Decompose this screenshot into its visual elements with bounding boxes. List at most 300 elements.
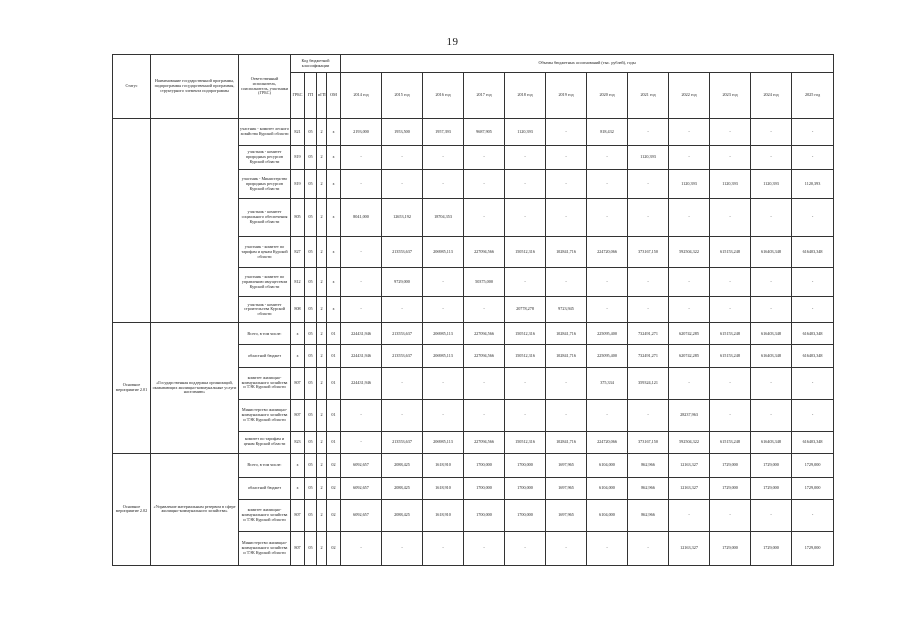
- code-cell: 821: [291, 119, 305, 146]
- amount-cell: 206985,113: [423, 237, 464, 268]
- amount-cell: 615153,248: [710, 237, 751, 268]
- amount-cell: -: [382, 297, 423, 323]
- code-cell: 812: [291, 268, 305, 297]
- header-responsible: Ответственный исполнитель, соисполнитель, участники (ГРБС): [239, 55, 291, 119]
- program-name-cell: «Государственная поддержка организаций, оказывающих жилищно-коммунальные услуги населению»: [151, 323, 239, 453]
- amount-cell: -: [628, 199, 669, 237]
- amount-cell: -: [587, 268, 628, 297]
- code-cell: 01: [327, 367, 341, 399]
- code-cell: х: [327, 146, 341, 170]
- amount-cell: -: [546, 170, 587, 199]
- code-cell: 2: [317, 297, 327, 323]
- amount-cell: 150512,316: [505, 431, 546, 453]
- code-cell: 2: [317, 268, 327, 297]
- amount-cell: -: [505, 531, 546, 565]
- amount-cell: -: [792, 119, 834, 146]
- amount-cell: 1700,000: [505, 477, 546, 499]
- amount-cell: -: [546, 199, 587, 237]
- code-cell: 807: [291, 531, 305, 565]
- amount-cell: 1120,393: [710, 170, 751, 199]
- amount-cell: 224431,946: [341, 345, 382, 367]
- amount-cell: 1729,000: [751, 453, 792, 477]
- header-year: 2017 год: [464, 73, 505, 119]
- header-year: 2015 год: [382, 73, 423, 119]
- amount-cell: -: [341, 297, 382, 323]
- code-cell: х: [327, 119, 341, 146]
- amount-cell: 862,966: [628, 453, 669, 477]
- amount-cell: -: [546, 146, 587, 170]
- code-cell: 05: [305, 345, 317, 367]
- amount-cell: 1618,910: [423, 477, 464, 499]
- amount-cell: -: [464, 170, 505, 199]
- amount-cell: -: [505, 399, 546, 431]
- amount-cell: 102841,716: [546, 237, 587, 268]
- amount-cell: 732491,271: [628, 323, 669, 345]
- amount-cell: 9729,000: [382, 268, 423, 297]
- code-cell: 805: [291, 199, 305, 237]
- amount-cell: -: [628, 170, 669, 199]
- amount-cell: -: [751, 399, 792, 431]
- amount-cell: -: [464, 531, 505, 565]
- amount-cell: -: [382, 399, 423, 431]
- amount-cell: 1729,000: [710, 477, 751, 499]
- amount-cell: -: [423, 170, 464, 199]
- amount-cell: 150512,316: [505, 345, 546, 367]
- amount-cell: -: [792, 297, 834, 323]
- amount-cell: -: [587, 531, 628, 565]
- amount-cell: 1618,910: [423, 453, 464, 477]
- amount-cell: -: [341, 237, 382, 268]
- code-cell: 2: [317, 367, 327, 399]
- amount-cell: 227094,566: [464, 345, 505, 367]
- amount-cell: -: [628, 531, 669, 565]
- amount-cell: 592504,322: [669, 431, 710, 453]
- amount-cell: -: [423, 268, 464, 297]
- header-year: 2014 год: [341, 73, 382, 119]
- code-cell: 807: [291, 367, 305, 399]
- amount-cell: -: [792, 367, 834, 399]
- amount-cell: 616403,348: [792, 237, 834, 268]
- amount-cell: -: [341, 399, 382, 431]
- amount-cell: -: [341, 531, 382, 565]
- code-cell: 2: [317, 399, 327, 431]
- amount-cell: -: [464, 399, 505, 431]
- code-cell: 2: [317, 146, 327, 170]
- amount-cell: -: [505, 367, 546, 399]
- amount-cell: 227094,566: [464, 431, 505, 453]
- header-year: 2024 год: [751, 73, 792, 119]
- header-volumes: Объемы бюджетных ассигнований (тыс. рублей), годы: [341, 55, 834, 73]
- amount-cell: 375,334: [587, 367, 628, 399]
- code-cell: 2: [317, 499, 327, 531]
- amount-cell: 1120,393: [792, 170, 834, 199]
- code-cell: 05: [305, 431, 317, 453]
- amount-cell: -: [751, 199, 792, 237]
- amount-cell: -: [710, 146, 751, 170]
- header-code-gp: ГП: [305, 73, 317, 119]
- code-cell: 05: [305, 119, 317, 146]
- responsible-cell: Всего, в том числе:: [239, 323, 291, 345]
- amount-cell: 373167,150: [628, 237, 669, 268]
- header-year: 2023 год: [710, 73, 751, 119]
- code-cell: 2: [317, 431, 327, 453]
- code-cell: 01: [327, 345, 341, 367]
- responsible-cell: комитет жилищно-коммунального хозяйства и ТЭК Курской области: [239, 367, 291, 399]
- amount-cell: -: [792, 499, 834, 531]
- amount-cell: -: [710, 268, 751, 297]
- amount-cell: -: [546, 268, 587, 297]
- amount-cell: 616403,348: [751, 345, 792, 367]
- amount-cell: 1120,393: [628, 146, 669, 170]
- amount-cell: -: [423, 399, 464, 431]
- amount-cell: -: [587, 297, 628, 323]
- code-cell: 05: [305, 237, 317, 268]
- header-year: 2020 год: [587, 73, 628, 119]
- amount-cell: -: [464, 297, 505, 323]
- amount-cell: 616403,348: [792, 345, 834, 367]
- code-cell: х: [327, 237, 341, 268]
- code-cell: 2: [317, 453, 327, 477]
- amount-cell: 1618,910: [423, 499, 464, 531]
- responsible-cell: участник - Министерство природных ресурсов Курской области: [239, 170, 291, 199]
- amount-cell: 1120,393: [669, 170, 710, 199]
- amount-cell: -: [710, 199, 751, 237]
- header-year: 2021 год: [628, 73, 669, 119]
- amount-cell: 1700,000: [505, 453, 546, 477]
- amount-cell: -: [423, 531, 464, 565]
- amount-cell: 615153,248: [710, 323, 751, 345]
- amount-cell: -: [382, 146, 423, 170]
- code-cell: х: [291, 345, 305, 367]
- amount-cell: 6092,657: [341, 477, 382, 499]
- amount-cell: 1700,000: [505, 499, 546, 531]
- amount-cell: 2088,425: [382, 453, 423, 477]
- code-cell: х: [291, 477, 305, 499]
- amount-cell: -: [669, 119, 710, 146]
- amount-cell: 12163,327: [669, 531, 710, 565]
- code-cell: х: [291, 323, 305, 345]
- amount-cell: -: [751, 146, 792, 170]
- amount-cell: -: [628, 297, 669, 323]
- amount-cell: 1697,965: [546, 453, 587, 477]
- responsible-cell: Всего, в том числе:: [239, 453, 291, 477]
- amount-cell: -: [669, 268, 710, 297]
- amount-cell: 615153,248: [710, 431, 751, 453]
- page-number: 19: [446, 36, 459, 48]
- amount-cell: 1729,000: [710, 531, 751, 565]
- amount-cell: 227094,566: [464, 323, 505, 345]
- amount-cell: -: [341, 431, 382, 453]
- amount-cell: -: [710, 399, 751, 431]
- code-cell: 2: [317, 323, 327, 345]
- amount-cell: 2088,425: [382, 499, 423, 531]
- code-cell: 05: [305, 146, 317, 170]
- amount-cell: 1697,965: [546, 499, 587, 531]
- code-cell: 05: [305, 323, 317, 345]
- amount-cell: 224720,066: [587, 431, 628, 453]
- code-cell: 05: [305, 367, 317, 399]
- header-code-grbs: ГРБС: [291, 73, 305, 119]
- amount-cell: 224431,946: [341, 367, 382, 399]
- amount-cell: 213553,637: [382, 323, 423, 345]
- amount-cell: 206985,113: [423, 345, 464, 367]
- code-cell: 02: [327, 499, 341, 531]
- header-year: 2022 год: [669, 73, 710, 119]
- amount-cell: 12163,327: [669, 453, 710, 477]
- amount-cell: 50375,000: [464, 268, 505, 297]
- table-row: [113, 453, 834, 477]
- code-cell: х: [327, 199, 341, 237]
- amount-cell: 28237,963: [669, 399, 710, 431]
- code-cell: 808: [291, 297, 305, 323]
- code-cell: 05: [305, 170, 317, 199]
- amount-cell: -: [628, 399, 669, 431]
- amount-cell: 6092,657: [341, 453, 382, 477]
- code-cell: 2: [317, 170, 327, 199]
- amount-cell: -: [710, 119, 751, 146]
- amount-cell: 620742,285: [669, 345, 710, 367]
- amount-cell: 616403,348: [751, 323, 792, 345]
- amount-cell: -: [382, 170, 423, 199]
- amount-cell: 1729,000: [792, 531, 834, 565]
- code-cell: 02: [327, 453, 341, 477]
- code-cell: 02: [327, 477, 341, 499]
- amount-cell: 1729,000: [751, 531, 792, 565]
- amount-cell: -: [751, 367, 792, 399]
- amount-cell: -: [792, 268, 834, 297]
- amount-cell: 213553,637: [382, 345, 423, 367]
- code-cell: 819: [291, 146, 305, 170]
- program-name-cell: «Управление материальным резервом в сфере жилищно-коммунального хозяйства»: [151, 453, 239, 565]
- amount-cell: -: [669, 146, 710, 170]
- amount-cell: 6092,657: [341, 499, 382, 531]
- amount-cell: -: [546, 531, 587, 565]
- amount-cell: -: [710, 297, 751, 323]
- code-cell: 807: [291, 399, 305, 431]
- amount-cell: 225095,400: [587, 323, 628, 345]
- code-cell: 05: [305, 453, 317, 477]
- amount-cell: 2088,425: [382, 477, 423, 499]
- amount-cell: 8041,000: [341, 199, 382, 237]
- header-code-om: ОМ: [327, 73, 341, 119]
- responsible-cell: комитет жилищно-коммунального хозяйства и ТЭК Курской области: [239, 499, 291, 531]
- amount-cell: 616403,348: [751, 237, 792, 268]
- responsible-cell: Министерство жилищно-коммунального хозяйства и ТЭК Курской области: [239, 531, 291, 565]
- amount-cell: 18704,353: [423, 199, 464, 237]
- amount-cell: 616403,348: [792, 431, 834, 453]
- amount-cell: -: [710, 367, 751, 399]
- header-program-name: Наименование государственной программы, подпрограммы государственной программы, структурного элемента подпрограммы: [151, 55, 239, 119]
- responsible-cell: участник - комитет строительства Курской области: [239, 297, 291, 323]
- code-cell: 2: [317, 237, 327, 268]
- amount-cell: -: [669, 367, 710, 399]
- amount-cell: -: [710, 499, 751, 531]
- amount-cell: -: [464, 146, 505, 170]
- amount-cell: -: [423, 367, 464, 399]
- amount-cell: 206985,113: [423, 431, 464, 453]
- amount-cell: 213553,637: [382, 237, 423, 268]
- amount-cell: 1700,000: [464, 477, 505, 499]
- amount-cell: 6104,000: [587, 477, 628, 499]
- amount-cell: 373167,150: [628, 431, 669, 453]
- amount-cell: -: [751, 297, 792, 323]
- responsible-cell: Министерство жилищно-коммунального хозяйства и ТЭК Курской области: [239, 399, 291, 431]
- code-cell: 2: [317, 345, 327, 367]
- amount-cell: -: [382, 367, 423, 399]
- amount-cell: 1697,965: [546, 477, 587, 499]
- amount-cell: 1729,000: [792, 477, 834, 499]
- budget-allocation-table: [112, 54, 834, 566]
- amount-cell: 9687,905: [464, 119, 505, 146]
- responsible-cell: участник - комитет лесного хозяйства Курской области: [239, 119, 291, 146]
- code-cell: 2: [317, 119, 327, 146]
- amount-cell: 1953,500: [382, 119, 423, 146]
- amount-cell: -: [341, 268, 382, 297]
- header-year: 2018 год: [505, 73, 546, 119]
- amount-cell: -: [546, 119, 587, 146]
- responsible-cell: комитет по тарифам и ценам Курской области: [239, 431, 291, 453]
- amount-cell: 9723,945: [546, 297, 587, 323]
- amount-cell: 225095,400: [587, 345, 628, 367]
- amount-cell: -: [505, 268, 546, 297]
- table-row: [113, 323, 834, 345]
- header-code-pgp: пГП: [317, 73, 327, 119]
- amount-cell: -: [587, 146, 628, 170]
- amount-cell: 102841,716: [546, 323, 587, 345]
- status-cell: Основное мероприятие 2.01: [113, 323, 151, 453]
- code-cell: 827: [291, 237, 305, 268]
- amount-cell: -: [669, 199, 710, 237]
- responsible-cell: участник - комитет природных ресурсов Курской области: [239, 146, 291, 170]
- amount-cell: -: [669, 297, 710, 323]
- amount-cell: 1700,000: [464, 499, 505, 531]
- amount-cell: 2193,000: [341, 119, 382, 146]
- amount-cell: -: [587, 199, 628, 237]
- amount-cell: 224431,946: [341, 323, 382, 345]
- code-cell: 819: [291, 170, 305, 199]
- responsible-cell: участник - комитет социального обеспечения Курской области: [239, 199, 291, 237]
- amount-cell: -: [751, 499, 792, 531]
- program-name-cell: [151, 119, 239, 323]
- amount-cell: -: [792, 199, 834, 237]
- amount-cell: 1120,393: [505, 119, 546, 146]
- amount-cell: 6104,000: [587, 453, 628, 477]
- amount-cell: -: [423, 146, 464, 170]
- amount-cell: 1957,393: [423, 119, 464, 146]
- responsible-cell: областной бюджет: [239, 345, 291, 367]
- table-row: [113, 119, 834, 146]
- amount-cell: 1700,000: [464, 453, 505, 477]
- amount-cell: 592504,322: [669, 237, 710, 268]
- amount-cell: -: [341, 170, 382, 199]
- code-cell: 05: [305, 499, 317, 531]
- amount-cell: -: [751, 268, 792, 297]
- amount-cell: 1729,000: [751, 477, 792, 499]
- amount-cell: 227094,566: [464, 237, 505, 268]
- code-cell: 2: [317, 199, 327, 237]
- amount-cell: 20778,278: [505, 297, 546, 323]
- code-cell: 01: [327, 399, 341, 431]
- amount-cell: 6104,000: [587, 499, 628, 531]
- amount-cell: 732491,271: [628, 345, 669, 367]
- amount-cell: 615153,248: [710, 345, 751, 367]
- amount-cell: -: [546, 399, 587, 431]
- responsible-cell: областной бюджет: [239, 477, 291, 499]
- amount-cell: -: [464, 367, 505, 399]
- amount-cell: -: [423, 297, 464, 323]
- amount-cell: 150512,316: [505, 323, 546, 345]
- amount-cell: -: [382, 531, 423, 565]
- code-cell: 01: [327, 323, 341, 345]
- header-status: Статус: [113, 55, 151, 119]
- amount-cell: 616403,348: [751, 431, 792, 453]
- amount-cell: -: [792, 399, 834, 431]
- amount-cell: -: [587, 399, 628, 431]
- amount-cell: 102841,716: [546, 431, 587, 453]
- amount-cell: -: [587, 170, 628, 199]
- amount-cell: 862,966: [628, 499, 669, 531]
- code-cell: 05: [305, 268, 317, 297]
- amount-cell: 1120,393: [751, 170, 792, 199]
- amount-cell: -: [751, 119, 792, 146]
- amount-cell: 862,966: [628, 477, 669, 499]
- code-cell: 823: [291, 431, 305, 453]
- responsible-cell: участник - комитет по тарифам и ценам Курской области: [239, 237, 291, 268]
- code-cell: 05: [305, 531, 317, 565]
- code-cell: х: [327, 297, 341, 323]
- amount-cell: 224720,066: [587, 237, 628, 268]
- amount-cell: 818,432: [587, 119, 628, 146]
- amount-cell: 1729,000: [792, 453, 834, 477]
- amount-cell: -: [628, 119, 669, 146]
- amount-cell: 1729,000: [710, 453, 751, 477]
- header-year: 2016 год: [423, 73, 464, 119]
- code-cell: х: [327, 170, 341, 199]
- amount-cell: -: [792, 146, 834, 170]
- amount-cell: -: [546, 367, 587, 399]
- amount-cell: 102841,716: [546, 345, 587, 367]
- amount-cell: 150512,316: [505, 237, 546, 268]
- amount-cell: -: [505, 146, 546, 170]
- amount-cell: -: [669, 499, 710, 531]
- amount-cell: 620742,285: [669, 323, 710, 345]
- header-budget-code: Код бюджетной классификации: [291, 55, 341, 73]
- amount-cell: -: [464, 199, 505, 237]
- code-cell: 05: [305, 199, 317, 237]
- amount-cell: 213553,637: [382, 431, 423, 453]
- code-cell: 05: [305, 477, 317, 499]
- code-cell: 2: [317, 477, 327, 499]
- amount-cell: 12653,192: [382, 199, 423, 237]
- code-cell: 05: [305, 297, 317, 323]
- amount-cell: 616403,348: [792, 323, 834, 345]
- amount-cell: -: [628, 268, 669, 297]
- header-year: 2019 год: [546, 73, 587, 119]
- code-cell: х: [327, 268, 341, 297]
- code-cell: х: [291, 453, 305, 477]
- amount-cell: -: [341, 146, 382, 170]
- status-cell: [113, 119, 151, 323]
- responsible-cell: участник - комитет по управлению имуществом Курской области: [239, 268, 291, 297]
- amount-cell: -: [505, 170, 546, 199]
- status-cell: Основное мероприятие 2.02: [113, 453, 151, 565]
- code-cell: 05: [305, 399, 317, 431]
- amount-cell: 12163,327: [669, 477, 710, 499]
- amount-cell: 206985,113: [423, 323, 464, 345]
- amount-cell: -: [505, 199, 546, 237]
- header-year: 2025 год: [792, 73, 834, 119]
- code-cell: 01: [327, 431, 341, 453]
